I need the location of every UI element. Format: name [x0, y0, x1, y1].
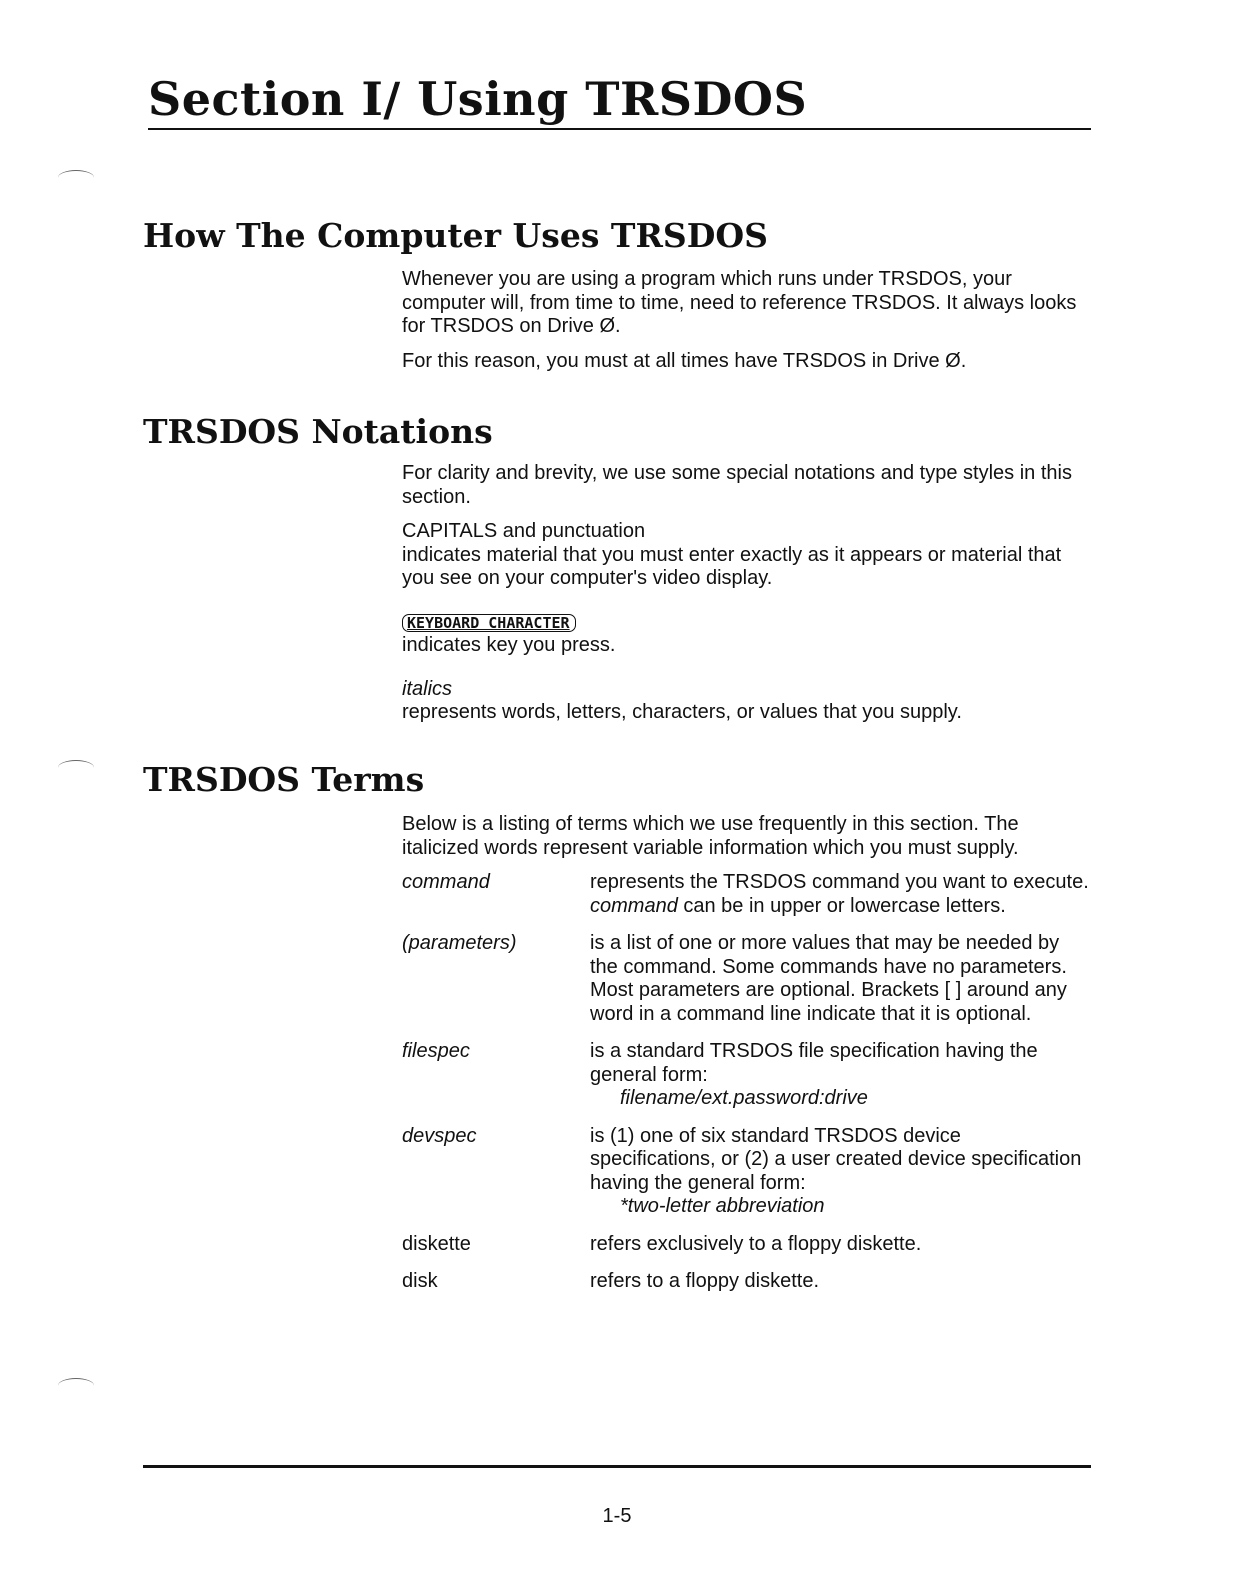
how-body: [402, 268, 1092, 384]
notation-capitals: [402, 520, 1092, 591]
term-name: command: [402, 871, 490, 893]
term-row-filespec: [402, 1040, 1092, 1111]
section-title: Section I/ Using TRSDOS: [148, 72, 808, 126]
terms-list: [402, 871, 1092, 1294]
notation-desc: indicates material that you must enter exactly as it appears or material that you see on your computer's video display.: [402, 543, 1062, 589]
margin-mark: [58, 1378, 94, 1393]
footer-rule: [143, 1465, 1091, 1468]
general-form: *two-letter abbreviation: [620, 1195, 825, 1217]
notations-body: [402, 462, 1092, 745]
paragraph: Whenever you are using a program which runs under TRSDOS, your computer will, from time to time, need to reference TRSDOS. It always looks for TRSDOS on Drive Ø.: [402, 268, 1077, 337]
term-row-disk: [402, 1270, 1092, 1294]
notation-desc: represents words, letters, characters, or values that you supply.: [402, 701, 962, 723]
term-name: disk: [402, 1270, 438, 1292]
notation-italics: [402, 678, 1092, 725]
terms-intro: Below is a listing of terms which we use frequently in this section. The italicized words represent variable information which you must supply.: [402, 813, 1019, 859]
term-row-devspec: [402, 1125, 1092, 1219]
heading-terms: TRSDOS Terms: [143, 760, 425, 799]
paragraph: For this reason, you must at all times have TRSDOS in Drive Ø.: [402, 349, 967, 372]
terms-body: [402, 813, 1092, 1308]
term-name: diskette: [402, 1232, 471, 1255]
notation-keyboard-character: [402, 611, 1092, 658]
heading-notations: TRSDOS Notations: [143, 412, 493, 451]
notation-desc: indicates key you press.: [402, 634, 616, 656]
keyboard-key-label: KEYBOARD CHARACTER: [402, 614, 576, 632]
notation-term: CAPITALS and punctuation: [402, 520, 646, 542]
page-number: 1-5: [602, 1505, 632, 1527]
term-row-parameters: [402, 932, 1092, 1026]
term-definition: is (1) one of six standard TRSDOS device specifications, or (2) a user created device specification having the general form: *two-letter abbreviation: [590, 1125, 1092, 1219]
term-definition: refers exclusively to a floppy diskette.: [590, 1232, 922, 1255]
notations-intro: For clarity and brevity, we use some special notations and type styles in this section.: [402, 462, 1072, 508]
term-name: (parameters): [402, 932, 517, 954]
term-definition: is a standard TRSDOS file specification having the general form: filename/ext.password:drive: [590, 1040, 1092, 1111]
term-definition: represents the TRSDOS command you want to execute. command can be in upper or lowercase letters.: [590, 871, 1089, 917]
term-row-diskette: [402, 1233, 1092, 1257]
term-definition: is a list of one or more values that may be needed by the command. Some commands have no parameters. Most parameters are optional. Brackets [ ] around any word in a command line indicate that it is optional.: [590, 932, 1067, 1025]
term-name: devspec: [402, 1124, 477, 1147]
margin-mark: [58, 760, 94, 775]
term-name: filespec: [402, 1040, 470, 1062]
margin-mark: [58, 170, 94, 185]
heading-how-computer-uses: How The Computer Uses TRSDOS: [143, 216, 768, 255]
notation-term: italics: [402, 677, 453, 700]
term-definition: refers to a floppy diskette.: [590, 1270, 820, 1292]
title-rule: [148, 128, 1091, 130]
general-form: filename/ext.password:drive: [620, 1087, 868, 1109]
term-row-command: [402, 871, 1092, 918]
